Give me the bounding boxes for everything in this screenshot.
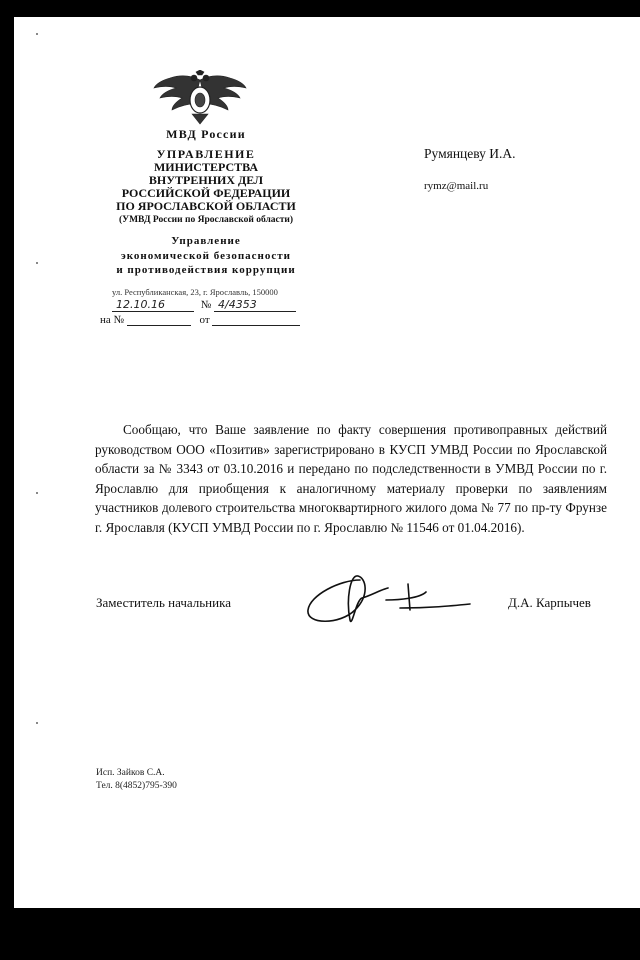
executor-info [96,767,177,793]
header-line-2: МИНИСТЕРСТВА [153,160,259,174]
signatory-name: Д.А. Карпычев [508,595,591,610]
eagle-emblem-icon [152,70,248,126]
handwritten-signature [300,570,480,630]
header-line-5: ПО ЯРОСЛАВСКОЙ ОБЛАСТИ [116,199,296,213]
header-line-4: РОССИЙСКОЙ ФЕДЕРАЦИИ [121,186,291,200]
agency-name: МВД России [166,127,246,141]
bottom-black-bar [0,908,640,960]
executor-phone: Тел. 8(4852)795-390 [96,781,177,791]
sender-address: ул. Республиканская, 23, г. Ярославль, 150000 [112,287,278,297]
margin-dot [36,492,38,494]
letter-body: Сообщаю, что Ваше заявление по факту совершения противоправных действий руководством ООО «Позитив» зарегистрировано в КУСП УМВД России по Ярославской области за № 3343 от 03.10.2016 и передано по подследственности в УМВД России по г. Ярославлю для приобщения к аналогичному материалу проверки по заявлениям участников долевого строительства многоквартирного жилого дома № 77 по пр-ту Фрунзе г. Ярославля (КУСП УМВД России по г. Ярославлю № 11546 от 01.04.2016). [95,422,607,535]
registration-row [112,298,296,312]
reference-row [100,314,300,326]
recipient-name: Румянцеву И.А. [424,146,516,161]
reference-number-blank [127,314,191,326]
header-line-1: УПРАВЛЕНИЕ [156,147,256,161]
margin-dot [36,722,38,724]
registration-date: 12.10.16 [112,298,194,312]
registration-number: 4/4353 [214,298,296,312]
department-line-1: Управление [171,235,241,247]
header-line-3: ВНУТРЕННИХ ДЕЛ [148,173,264,187]
header-abbreviation: (УМВД России по Ярославской области) [118,215,294,225]
margin-dot [36,262,38,264]
department-line-3: и противодействия коррупции [116,264,296,276]
reference-date-label: от [199,314,210,326]
registration-number-label: № [200,299,212,311]
reference-date-blank [212,314,300,326]
recipient-email: rymz@mail.ru [424,180,489,192]
executor-name: Исп. Зайков С.А. [96,768,165,778]
signatory-title: Заместитель начальника [96,595,231,610]
department-line-2: экономической безопасности [120,250,292,262]
margin-dot [36,33,38,35]
reference-number-label: на № [100,314,125,326]
